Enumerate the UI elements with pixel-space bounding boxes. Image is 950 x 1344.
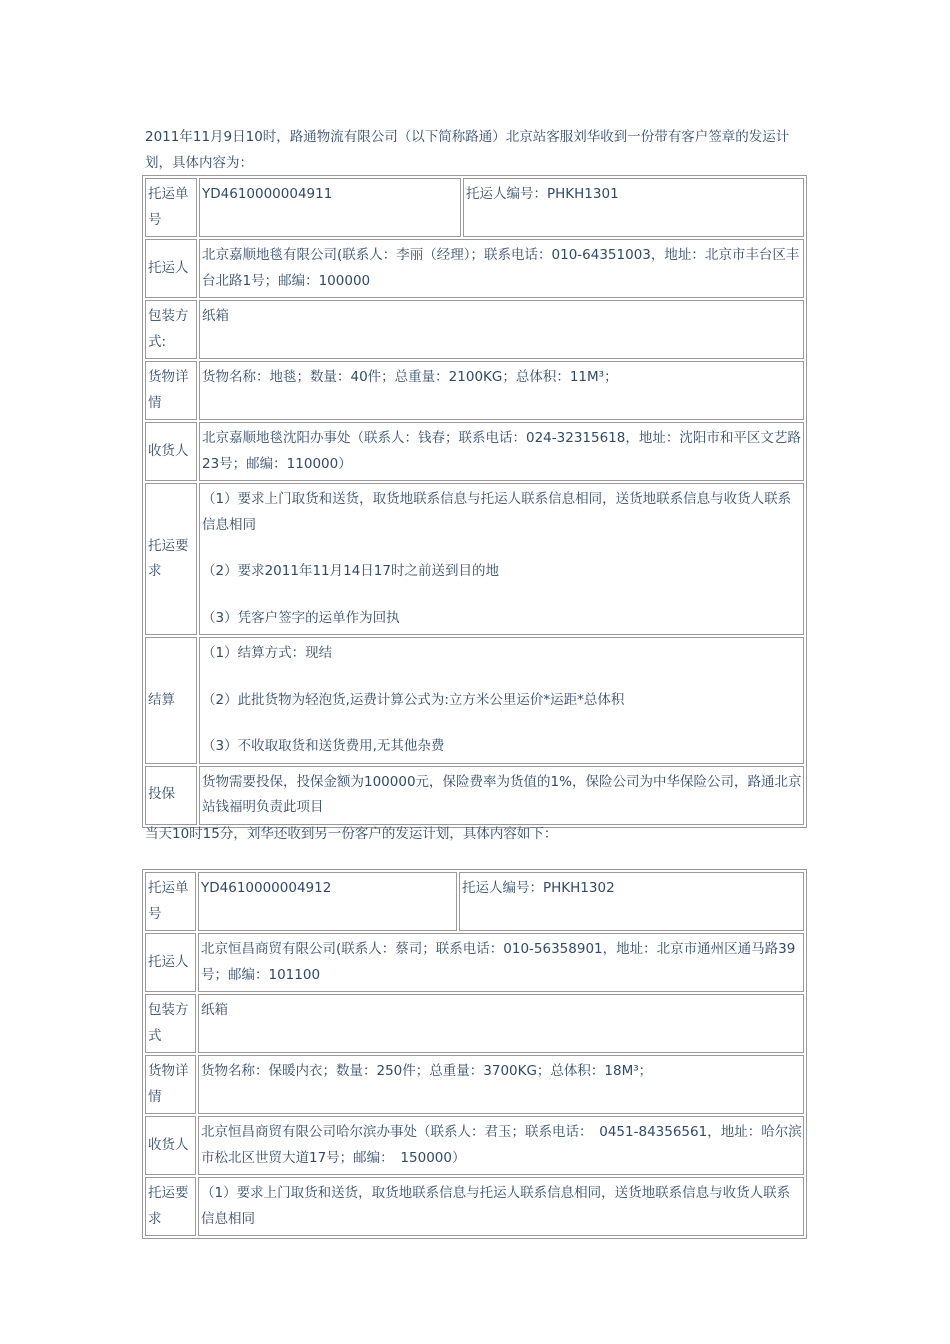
shipper-label: 托运人 xyxy=(145,933,196,992)
goods-value: 货物名称：地毯；数量：40件；总重量：2100KG；总体积：11M³； xyxy=(199,361,804,420)
consignee-value: 北京嘉顺地毯沈阳办事处（联系人：钱春；联系电话：024-32315618，地址：沈阳市和平区文艺路23号；邮编：110000） xyxy=(199,422,804,481)
shipper-value: 北京恒昌商贸有限公司(联系人：蔡司；联系电话：010-56358901，地址：北京市通州区通马路39号；邮编：101100 xyxy=(198,933,804,992)
table-row xyxy=(145,361,804,420)
packing-label: 包装方式: xyxy=(145,300,197,359)
goods-label: 货物详情 xyxy=(145,361,197,420)
requirement-item: （3）凭客户签字的运单作为回执 xyxy=(202,609,400,626)
consignee-label: 收货人 xyxy=(145,422,197,481)
settlement-label: 结算 xyxy=(145,637,197,764)
packing-value: 纸箱 xyxy=(199,300,804,359)
order-no-value: YD4610000004912 xyxy=(198,872,457,931)
shipper-value: 北京嘉顺地毯有限公司(联系人：李丽（经理）；联系电话：010-64351003，地址：北京市丰台区丰台北路1号；邮编：100000 xyxy=(199,239,804,298)
table-row xyxy=(145,300,804,359)
settlement-value xyxy=(199,637,804,764)
table-row xyxy=(145,766,804,825)
packing-value: 纸箱 xyxy=(198,994,804,1053)
requirement-item: （1）要求上门取货和送货，取货地联系信息与托运人联系信息相同，送货地联系信息与收货人联系信息相同 xyxy=(202,491,792,533)
goods-label: 货物详情 xyxy=(145,1055,196,1114)
table-row xyxy=(145,872,804,931)
shipping-plan-table-1 xyxy=(142,175,807,828)
consignee-label: 收货人 xyxy=(145,1116,196,1175)
settlement-item: （1）结算方式：现结 xyxy=(202,645,333,661)
table-row xyxy=(145,422,804,481)
requirement-item: （1）要求上门取货和送货，取货地联系信息与托运人联系信息相同，送货地联系信息与收货人联系信息相同 xyxy=(201,1185,791,1227)
order-no-label: 托运单号 xyxy=(145,872,196,931)
requirements-value xyxy=(198,1177,804,1236)
packing-label: 包装方式 xyxy=(145,994,196,1053)
settlement-item: （2）此批货物为轻泡货,运费计算公式为:立方米公里运价*运距*总体积 xyxy=(202,691,625,708)
requirements-label: 托运要求 xyxy=(145,483,197,635)
order-no-label: 托运单号 xyxy=(145,178,197,237)
table-row xyxy=(145,1116,804,1175)
insurance-value: 货物需要投保，投保金额为100000元，保险费率为货值的1%，保险公司为中华保险公司，路通北京站钱福明负责此项目 xyxy=(199,766,804,825)
table-row xyxy=(145,994,804,1053)
intro-paragraph-1: 2011年11月9日10时，路通物流有限公司（以下简称路通）北京站客服刘华收到一份带有客户签章的发运计划，具体内容为： xyxy=(145,129,790,171)
table-row xyxy=(145,1177,804,1236)
insurance-label: 投保 xyxy=(145,766,197,825)
order-no-value: YD4610000004911 xyxy=(199,178,461,237)
shipper-label: 托运人 xyxy=(145,239,197,298)
intro-paragraph-2: 当天10时15分，刘华还收到另一份客户的发运计划，具体内容如下： xyxy=(145,826,558,842)
shipper-no-value: 托运人编号：PHKH1301 xyxy=(463,178,804,237)
consignee-value: 北京恒昌商贸有限公司哈尔滨办事处（联系人：君玉；联系电话： 0451-84356561，地址：哈尔滨市松北区世贸大道17号；邮编： 150000） xyxy=(198,1116,804,1175)
table-row xyxy=(145,483,804,635)
table-row xyxy=(145,1055,804,1114)
table-row xyxy=(145,637,804,764)
requirement-item: （2）要求2011年11月14日17时之前送到目的地 xyxy=(202,563,499,579)
goods-value: 货物名称：保暖内衣；数量：250件；总重量：3700KG；总体积：18M³； xyxy=(198,1055,804,1114)
table-row xyxy=(145,239,804,298)
requirements-value xyxy=(199,483,804,635)
shipper-no-value: 托运人编号：PHKH1302 xyxy=(459,872,804,931)
table-row xyxy=(145,178,804,237)
table-row xyxy=(145,933,804,992)
settlement-item: （3）不收取取货和送货费用,无其他杂费 xyxy=(202,738,445,754)
shipping-plan-table-2 xyxy=(142,869,807,1239)
requirements-label: 托运要求 xyxy=(145,1177,196,1236)
